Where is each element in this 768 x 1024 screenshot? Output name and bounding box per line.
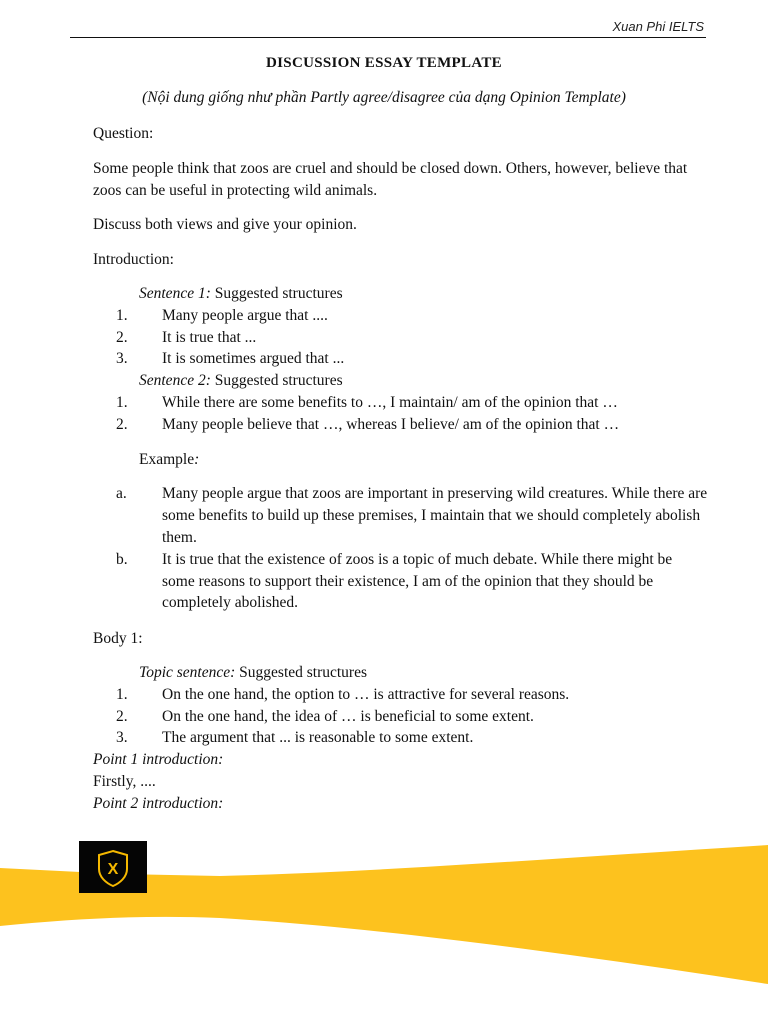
- list-item-text: While there are some benefits to …, I maintain/ am of the opinion that …: [162, 393, 618, 411]
- header-brand: Xuan Phi IELTS: [612, 19, 704, 34]
- list-number: 2.: [116, 707, 128, 725]
- list-number: 2.: [116, 328, 128, 346]
- document-title: DISCUSSION ESSAY TEMPLATE: [266, 55, 502, 71]
- point1-label: Point 1 introduction:: [93, 751, 224, 769]
- list-item-text: Many people argue that zoos are important in preserving wild creatures. While there are some benefits to build up these premises, I maintain that we should completely abolish them.: [162, 485, 708, 546]
- list-number: 1.: [116, 393, 128, 411]
- sentence2-rest: Suggested structures: [210, 372, 343, 390]
- list-number: 2.: [116, 415, 128, 433]
- list-item-text: Many people believe that …, whereas I believe/ am of the opinion that …: [162, 415, 620, 433]
- list-item-text: It is sometimes argued that ...: [162, 350, 345, 368]
- list-letter: b.: [116, 550, 128, 568]
- list-item-text: Many people argue that ....: [162, 306, 328, 324]
- list-item-text: It is true that the existence of zoos is a topic of much debate. While there might be some reasons to support their existence, I am of the opinion that they should be completely abolished.: [162, 550, 673, 612]
- example-label: Example: [139, 450, 195, 468]
- list-item-text: The argument that ... is reasonable to some extent.: [162, 729, 474, 747]
- logo-letter: X: [107, 861, 119, 878]
- list-number: 3.: [116, 729, 128, 747]
- topic-label: Topic sentence:: [139, 663, 236, 681]
- list-item-text: It is true that ...: [162, 328, 257, 346]
- body1-label: Body 1:: [93, 630, 143, 648]
- point1-text: Firstly, ....: [93, 772, 156, 790]
- question-instruction: Discuss both views and give your opinion.: [93, 216, 357, 234]
- point2-label: Point 2 introduction:: [93, 794, 224, 812]
- topic-rest: Suggested structures: [235, 663, 368, 681]
- introduction-label: Introduction:: [93, 251, 174, 269]
- list-number: 1.: [116, 306, 128, 324]
- sentence1-label: Sentence 1:: [139, 284, 211, 302]
- list-item-text: On the one hand, the idea of … is beneficial to some extent.: [162, 707, 534, 725]
- shield-icon: [79, 841, 147, 893]
- document-subtitle: (Nội dung giống như phần Partly agree/disagree của dạng Opinion Template): [142, 89, 626, 106]
- sentence2-label: Sentence 2:: [139, 372, 211, 390]
- list-letter: a.: [116, 485, 127, 503]
- list-number: 1.: [116, 685, 128, 703]
- list-number: 3.: [116, 350, 128, 368]
- brand-logo: [79, 841, 147, 893]
- question-text: Some people think that zoos are cruel and should be closed down. Others, however, believe that zoos can be useful in protecting wild animals.: [93, 159, 688, 199]
- question-label: Question:: [93, 125, 154, 142]
- sentence1-rest: Suggested structures: [210, 284, 343, 302]
- list-item-text: On the one hand, the option to … is attractive for several reasons.: [162, 685, 570, 703]
- example-colon: :: [194, 450, 200, 468]
